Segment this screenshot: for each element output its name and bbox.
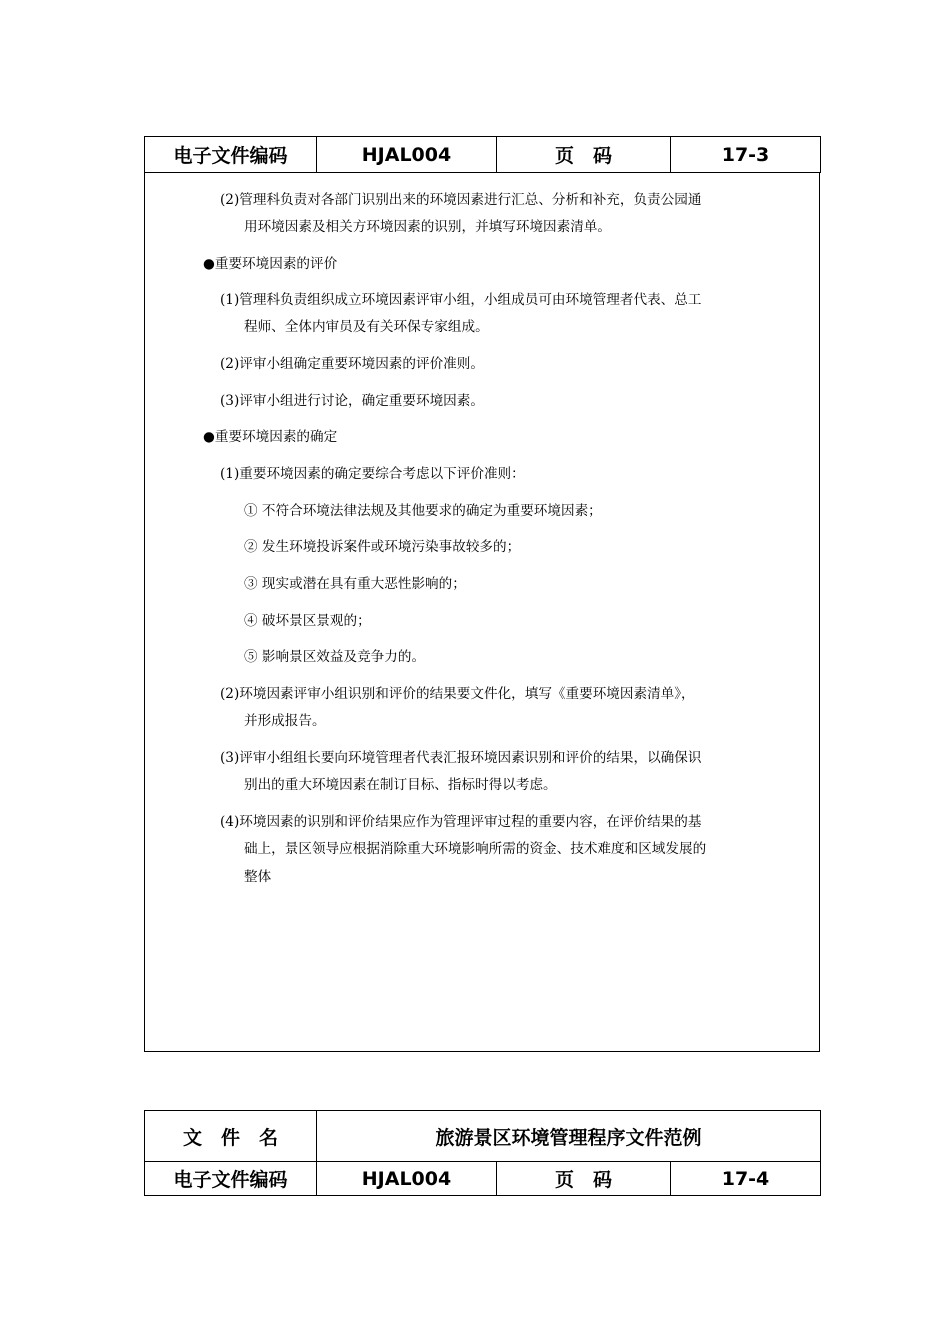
criteria-item: ③ 现实或潜在具有重大恶性影响的； xyxy=(244,576,466,592)
page-value: 17-3 xyxy=(671,137,821,173)
criteria-item: ⑤ 影响景区效益及竞争力的。 xyxy=(244,649,426,665)
body-line: (2)管理科负责对各部门识别出来的环境因素进行汇总、分析和补充，负责公园通 xyxy=(220,192,702,208)
file-name-label: 文 件 名 xyxy=(145,1111,317,1162)
criteria-item: ② 发生环境投诉案件或环境污染事故较多的； xyxy=(244,539,521,555)
code-value: HJAL004 xyxy=(317,137,497,173)
page1-header-table xyxy=(144,136,821,173)
code-value: HJAL004 xyxy=(317,1162,497,1196)
page-label: 页 码 xyxy=(497,1162,671,1196)
body-line: 整体 xyxy=(244,869,272,885)
code-label: 电子文件编码 xyxy=(145,1162,317,1196)
document-body xyxy=(144,173,820,1052)
body-line: 并形成报告。 xyxy=(244,713,326,729)
body-line: (4)环境因素的识别和评价结果应作为管理评审过程的重要内容，在评价结果的基 xyxy=(220,814,702,830)
body-line: (3)评审小组组长要向环境管理者代表汇报环境因素识别和评价的结果，以确保识 xyxy=(220,750,702,766)
criteria-item: ④ 破坏景区景观的； xyxy=(244,613,371,629)
body-line: 用环境因素及相关方环境因素的识别，并填写环境因素清单。 xyxy=(244,219,612,235)
page2-header-table xyxy=(144,1110,821,1196)
section-heading: ●重要环境因素的评价 xyxy=(203,256,338,272)
body-line: (3)评审小组进行讨论，确定重要环境因素。 xyxy=(220,393,484,409)
criteria-item: ① 不符合环境法律法规及其他要求的确定为重要环境因素； xyxy=(244,503,602,519)
body-line: (1)重要环境因素的确定要综合考虑以下评价准则： xyxy=(220,466,525,482)
body-line: (1)管理科负责组织成立环境因素评审小组，小组成员可由环境管理者代表、总工 xyxy=(220,292,702,308)
section-heading: ●重要环境因素的确定 xyxy=(203,429,338,445)
file-name-value: 旅游景区环境管理程序文件范例 xyxy=(317,1111,821,1162)
body-line: 别出的重大环境因素在制订目标、指标时得以考虑。 xyxy=(244,777,557,793)
page-label: 页 码 xyxy=(497,137,671,173)
page-value: 17-4 xyxy=(671,1162,821,1196)
page2-header xyxy=(144,1110,820,1196)
body-line: (2)评审小组确定重要环境因素的评价准则。 xyxy=(220,356,484,372)
body-line: 程师、全体内审员及有关环保专家组成。 xyxy=(244,319,489,335)
body-line: (2)环境因素评审小组识别和评价的结果要文件化，填写《重要环境因素清单》， xyxy=(220,686,695,702)
code-label: 电子文件编码 xyxy=(145,137,317,173)
body-line: 础上，景区领导应根据消除重大环境影响所需的资金、技术难度和区域发展的 xyxy=(244,841,707,857)
